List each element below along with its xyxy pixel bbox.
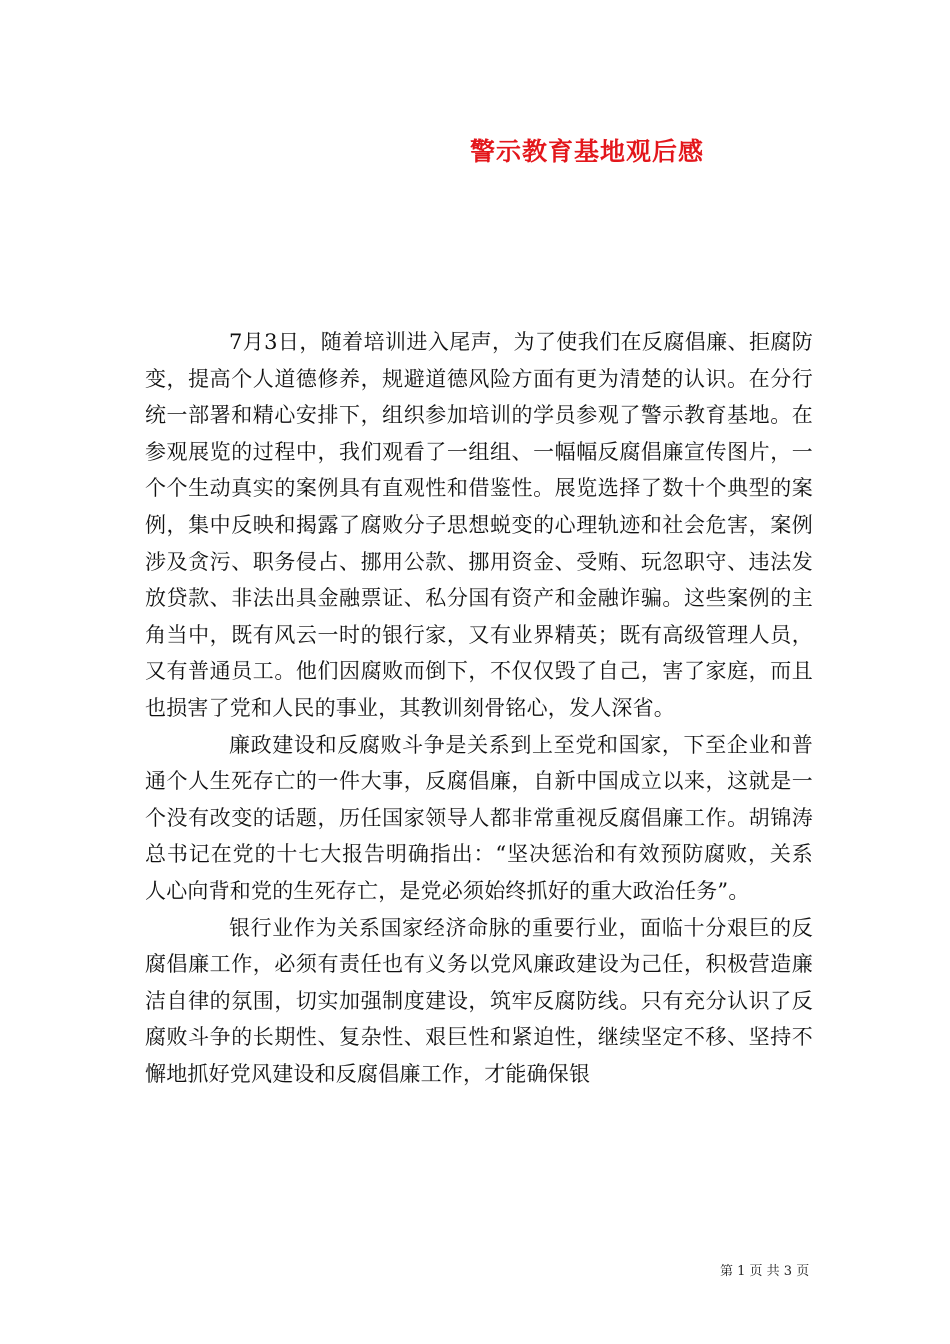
document-title: 警示教育基地观后感 — [470, 137, 705, 166]
document-body — [145, 324, 813, 1092]
page-number: 第 1 页 共 3 页 — [720, 1264, 810, 1279]
paragraph-1: 7月3日，随着培训进入尾声，为了使我们在反腐倡廉、拒腐防变，提高个人道德修养，规避道德风险方面有更为清楚的认识。在分行统一部署和精心安排下，组织参加培训的学员参观了警示教育基地。在参观展览的过程中，我们观看了一组组、一幅幅反腐倡廉宣传图片，一个个生动真实的案例具有直观性和借鉴性。展览选择了数十个典型的案例，集中反映和揭露了腐败分子思想蜕变的心理轨迹和社会危害，案例涉及贪污、职务侵占、挪用公款、挪用资金、受贿、玩忽职守、违法发放贷款、非法出具金融票证、私分国有资产和金融诈骗。这些案例的主角当中，既有风云一时的银行家，又有业界精英；既有高级管理人员，又有普通员工。他们因腐败而倒下，不仅仅毁了自己，害了家庭，而且也损害了党和人民的事业，其教训刻骨铭心，发人深省。 — [145, 330, 813, 720]
paragraph-2: 廉政建设和反腐败斗争是关系到上至党和国家，下至企业和普通个人生死存亡的一件大事，反腐倡廉，自新中国成立以来，这就是一个没有改变的话题，历任国家领导人都非常重视反腐倡廉工作。胡锦涛总书记在党的十七大报告明确指出：“坚决惩治和有效预防腐败，关系人心向背和党的生死存亡，是党必须始终抓好的重大政治任务”。 — [145, 732, 813, 903]
paragraph-3: 银行业作为关系国家经济命脉的重要行业，面临十分艰巨的反腐倡廉工作，必须有责任也有义务以党风廉政建设为己任，积极营造廉洁自律的氛围，切实加强制度建设，筑牢反腐防线。只有充分认识了反腐败斗争的长期性、复杂性、艰巨性和紧迫性，继续坚定不移、坚持不懈地抓好党风建设和反腐倡廉工作，才能确保银 — [145, 915, 813, 1086]
